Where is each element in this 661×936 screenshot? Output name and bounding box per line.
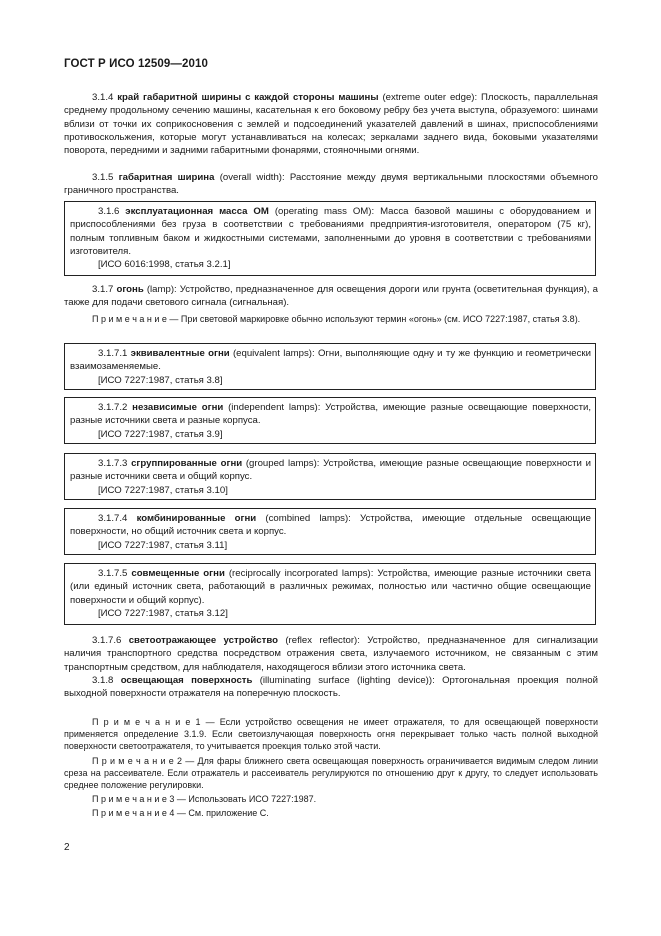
term: освещающая поверхность xyxy=(120,674,253,686)
document-header: ГОСТ Р ИСО 12509—2010 xyxy=(64,58,209,70)
definition: (overall width): Расстояние между двумя вертикальными плоскостями объемного граничного пространства. xyxy=(64,172,599,197)
section-number: 3.1.6 xyxy=(98,206,120,217)
term: эксплуатационная масса ОМ xyxy=(125,206,269,217)
definition: (reciprocally incorporated lamps): Устройства, имеющие разные источники света (или единый источник света, работающий в различных режимах, полностью или частично общие освещающие поверхности и общий корпус). xyxy=(70,568,591,606)
reference: [ИСО 7227:1987, статья 3.8] xyxy=(98,374,223,386)
section-3-1-7 xyxy=(64,283,598,325)
section-number: 3.1.7.1 xyxy=(98,348,128,359)
section-3-1-7-3-box xyxy=(64,453,596,500)
note-label: П р и м е ч а н и е xyxy=(92,717,191,727)
section-number: 3.1.4 xyxy=(92,92,114,103)
definition: (equivalent lamps): Огни, выполняющие одну и ту же функцию и геометрически взаимозаменяемые. xyxy=(70,348,591,373)
section-3-1-7-6 xyxy=(64,634,598,700)
reference: [ИСО 6016:1998, статья 3.2.1] xyxy=(98,259,231,271)
section-number: 3.1.7.2 xyxy=(98,402,128,413)
page-number: 2 xyxy=(64,842,70,853)
note-text: 1 — Если устройство освещения не имеет отражателя, то для освещающей поверхности применяется определение 3.1.9. Если светоизлучающая поверхность огня перекрывает только часть полной выходной поверхности светоотражателя, то учитывается проекция только этой части. xyxy=(64,717,598,752)
note-2 xyxy=(64,755,598,792)
note-text: 3 — Использовать ИСО 7227:1987. xyxy=(166,794,317,805)
note-label: П р и м е ч а н и е xyxy=(92,755,174,766)
section-3-1-7-4-box xyxy=(64,508,596,555)
term: край габаритной ширины с каждой стороны машины xyxy=(117,92,379,103)
definition: (illuminating surface (lighting device)): Ортогональная проекция полной выходной поверхности отражателя на поперечную плоскость. xyxy=(64,674,598,700)
term: комбинированные огни xyxy=(136,513,257,524)
section-3-1-4 xyxy=(64,91,598,157)
term: эквивалентные огни xyxy=(130,348,230,359)
term: совмещенные огни xyxy=(131,568,225,579)
section-number: 3.1.8 xyxy=(92,674,114,686)
section-number: 3.1.7.4 xyxy=(98,513,128,524)
note-label: П р и м е ч а н и е xyxy=(92,313,167,324)
section-number: 3.1.7.3 xyxy=(98,458,128,469)
section-3-1-7-5-box xyxy=(64,563,596,625)
definition: (operating mass OM): Масса базовой машины с оборудованием и приспособлениями без груза в соответствии с требованиями предприятия-изготовителя, оператором (75 кг), полным топливным баком и жидкостными системами, заполненными до уровня в соответствии с требованиями изготовителя. xyxy=(70,206,592,257)
term: габаритная ширина xyxy=(118,172,215,183)
definition: (grouped lamps): Устройства, имеющие разные освещающие поверхности и разные источники света и общий корпус. xyxy=(70,458,591,483)
note-label: П р и м е ч а н и е xyxy=(92,808,167,819)
reference: [ИСО 7227:1987, статья 3.11] xyxy=(98,539,228,551)
note-4 xyxy=(64,807,598,819)
section-3-1-7-1-box xyxy=(64,343,596,390)
reference: [ИСО 7227:1987, статья 3.9] xyxy=(98,428,223,440)
term: сгруппированные огни xyxy=(131,458,243,469)
definition: (extreme outer edge): Плоскость, параллельная среднему продольному сечению машины, касательная к его боковому ребру без учета выступа, образуемого: шинами вблизи от точки их соприкосновения с землей и подсоединений указателей давлений в шинах, приспособлениями противоскольжения, которые могут устанавливаться на колесах; зеркалами заднего вида, боковыми указателями поворота, передними и задними габаритными фонарями, стояночными огнями. xyxy=(64,92,599,157)
note-text: — При световой маркировке обычно используют термин «огонь» (см. ИСО 7227:1987, статья 3.8). xyxy=(166,313,581,324)
section-3-1-5 xyxy=(64,171,598,198)
section-3-1-7-2-box xyxy=(64,397,596,444)
definition: (reflex reflector): Устройство, предназначенное для сигнализации наличия транспортного средства посредством отражения света, излучаемого источником, не связанным с этим транспортным средством, для наблюдателя, находящегося вблизи этого источника света. xyxy=(64,635,598,673)
reference: [ИСО 7227:1987, статья 3.12] xyxy=(98,607,228,619)
term: независимые огни xyxy=(132,402,224,413)
note-text: 2 — Для фары ближнего света освещающая поверхность ограничивается видимым следом линии среза на рассеивателе. Если отражатель и рассеиватель регулируются по отношению друг к другу, то следует использовать среднее положение регулировки. xyxy=(64,755,598,791)
section-3-1-6-box xyxy=(64,201,596,276)
definition: (independent lamps): Устройства, имеющие разные освещающие поверхности, разные источники света и разные корпуса. xyxy=(70,402,591,427)
section-number: 3.1.7.5 xyxy=(98,568,128,579)
section-number: 3.1.7.6 xyxy=(92,635,122,646)
note-1 xyxy=(64,716,598,753)
term: светоотражающее устройство xyxy=(128,635,278,646)
note-label: П р и м е ч а н и е xyxy=(92,794,167,805)
section-number: 3.1.7 xyxy=(92,284,114,295)
note-text: 4 — См. приложение С. xyxy=(166,808,269,819)
term: огонь xyxy=(116,284,144,295)
notes-block xyxy=(64,716,598,820)
definition: (lamp): Устройство, предназначенное для освещения дороги или грунта (осветительная функция), а также для подачи светового сигнала (сигнальная). xyxy=(64,284,598,309)
reference: [ИСО 7227:1987, статья 3.10] xyxy=(98,484,228,496)
section-number: 3.1.5 xyxy=(92,172,114,183)
definition: (combined lamps): Устройства, имеющие отдельные освещающие поверхности, но общий источник света и корпус. xyxy=(70,513,592,538)
note-3 xyxy=(64,793,598,805)
